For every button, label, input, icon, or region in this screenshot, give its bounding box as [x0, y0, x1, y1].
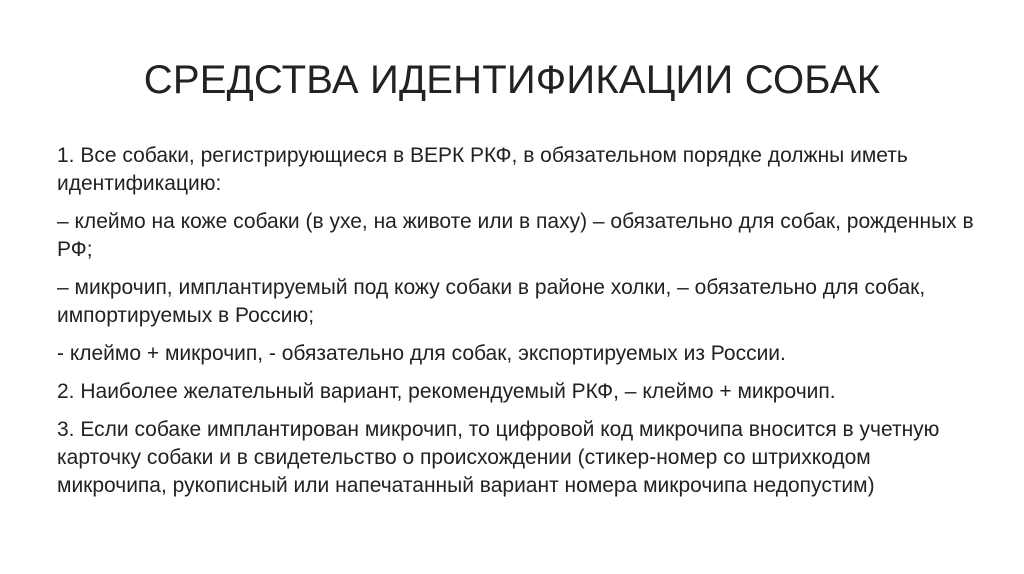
paragraph-tattoo-microchip-export: - клеймо + микрочип, - обязательно для собак, экспортируемых из России.: [57, 342, 786, 365]
slide-body: [57, 142, 977, 510]
paragraph-microchip-code: 3. Если собаке имплантирован микрочип, то цифровой код микрочипа вносится в учетную карточку собаки и в свидетельство о происхождении (стикер-номер со штрихкодом микрочипа, рукописный или напечатанный вариант номера микрочипа недопустим): [57, 418, 940, 497]
paragraph-registration-requirement: 1. Все собаки, регистрирующиеся в ВЕРК РКФ, в обязательном порядке должны иметь идентификацию:: [57, 144, 908, 195]
paragraph-skin-tattoo: – клеймо на коже собаки (в ухе, на животе или в паху) – обязательно для собак, рожденных в РФ;: [57, 210, 974, 261]
paragraph-microchip-import: – микрочип, имплантируемый под кожу собаки в районе холки, – обязательно для собак, импортируемых в Россию;: [57, 276, 926, 327]
paragraph-preferred-option: 2. Наиболее желательный вариант, рекомендуемый РКФ, – клеймо + микрочип.: [57, 380, 836, 403]
slide-title: СРЕДСТВА ИДЕНТИФИКАЦИИ СОБАК: [143, 58, 881, 102]
